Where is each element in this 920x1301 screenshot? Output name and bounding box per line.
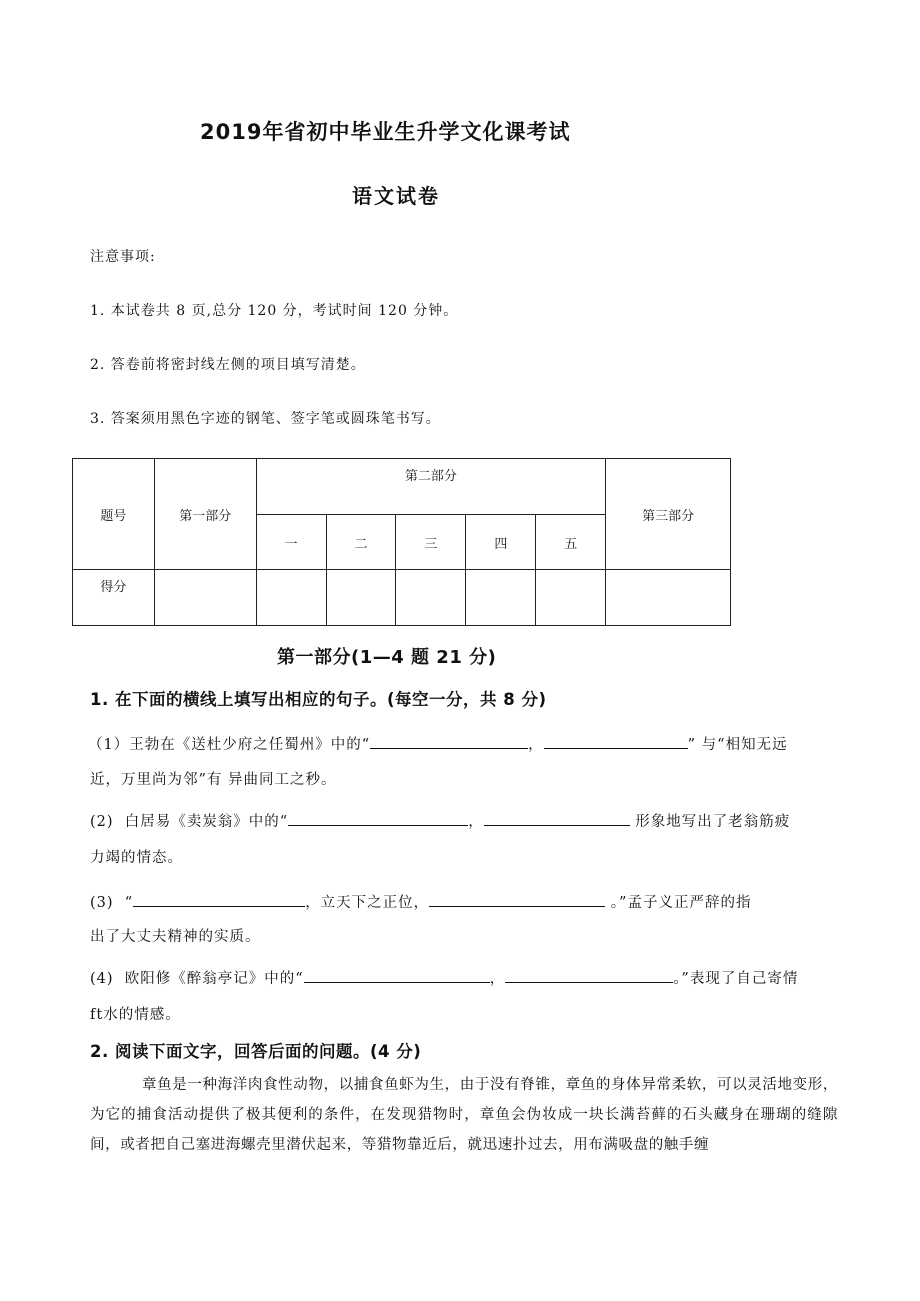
q1-item-2 <box>90 810 790 831</box>
q1-item-4-blank-b[interactable] <box>505 967 673 983</box>
q1-item-3-blank-a[interactable] <box>133 891 305 907</box>
q1-item-1-blank-a[interactable] <box>370 733 528 749</box>
q1-item-3-post: 。”孟子义正严辞的指 <box>605 895 752 911</box>
q1-item-4-line2: ft水的情感。 <box>90 1007 181 1023</box>
q1-item-4-post: 。”表现了自己寄情 <box>673 971 799 987</box>
section1-heading: 第一部分(1—4 题 21 分) <box>277 647 497 668</box>
part1-header: 第一部分 <box>154 459 256 570</box>
q1-item-2-blank-b[interactable] <box>484 810 630 826</box>
exam-title: 2019年省初中毕业生升学文化课考试 <box>200 120 571 144</box>
q2-passage: 章鱼是一种海洋肉食性动物，以捕食鱼虾为生，由于没有脊锥，章鱼的身体异常柔软，可以灵活地变形，为它的捕食活动提供了极其便利的条件，在发现猎物时，章鱼会伪妆成一块长满苔藓的石头藏身在珊瑚的缝隙间，或者把自己塞进海螺壳里潜伏起来，等猎物靠近后，就迅速扑过去，用布满吸盘的触手缠 <box>90 1077 838 1153</box>
score-cell-part3[interactable] <box>606 570 731 626</box>
q1-item-2-mid: ， <box>468 814 484 830</box>
q1-item-1-post: ” 与“相知无远 <box>687 737 788 753</box>
score-cell-2[interactable] <box>326 570 396 626</box>
q1-item-1-mid: ， <box>528 737 544 753</box>
question-number-header: 题号 <box>73 459 155 570</box>
score-cell-1[interactable] <box>256 570 326 626</box>
q1-item-3-line2: 出了大丈夫精神的实质。 <box>90 929 261 945</box>
q1-item-3-num: (3) <box>90 895 114 911</box>
part2-header: 第二部分 <box>256 459 605 515</box>
note-item-3: 3. 答案须用黑色字迹的钢笔、签字笔或圆珠笔书写。 <box>90 411 441 427</box>
part2-col-4: 四 <box>466 515 536 570</box>
q1-item-2-line2: 力竭的情态。 <box>90 850 183 866</box>
q1-item-1-line2: 近，万里尚为邻”有 异曲同工之秒。 <box>90 772 337 788</box>
q1-item-3-blank-b[interactable] <box>429 891 605 907</box>
note-item-2: 2. 答卷前将密封线左侧的项目填写清楚。 <box>90 357 366 373</box>
part2-col-2: 二 <box>326 515 396 570</box>
q1-item-2-blank-a[interactable] <box>288 810 468 826</box>
q1-item-4 <box>90 967 798 988</box>
q1-item-4-mid: ， <box>489 971 506 987</box>
q1-item-1 <box>88 733 788 754</box>
score-cell-4[interactable] <box>466 570 536 626</box>
q1-item-3-mid: ，立天下之正位， <box>305 895 430 911</box>
note-item-1: 1. 本试卷共 8 页,总分 120 分，考试时间 120 分钟。 <box>90 303 459 319</box>
q1-item-4-num: (4) <box>90 971 114 987</box>
score-cell-5[interactable] <box>536 570 606 626</box>
part3-header: 第三部分 <box>606 459 731 570</box>
q1-item-1-num: （1） <box>88 737 130 753</box>
q1-item-2-post: 形象地写出了老翁筋疲 <box>629 814 791 830</box>
q1-item-1-pre: 王勃在《送杜少府之任蜀州》中的“ <box>129 737 371 753</box>
notes-heading: 注意事项: <box>90 249 156 265</box>
part2-col-1: 一 <box>256 515 326 570</box>
score-table <box>72 458 731 626</box>
q1-item-1-blank-b[interactable] <box>544 733 688 749</box>
part2-col-5: 五 <box>536 515 606 570</box>
q1-title: 1. 在下面的横线上填写出相应的句子。(每空一分，共 8 分) <box>90 690 547 709</box>
q1-item-2-pre: 白居易《卖炭翁》中的“ <box>113 814 289 830</box>
q1-item-3-pre: “ <box>113 895 134 911</box>
part2-col-3: 三 <box>396 515 466 570</box>
score-row-label: 得分 <box>73 570 155 626</box>
q1-item-4-pre: 欧阳修《醉翁亭记》中的“ <box>113 971 304 987</box>
score-cell-3[interactable] <box>396 570 466 626</box>
q1-item-3 <box>90 891 751 912</box>
q2-title: 2. 阅读下面文字，回答后面的问题。(4 分) <box>90 1042 422 1061</box>
q1-item-4-blank-a[interactable] <box>304 967 490 983</box>
score-cell-part1[interactable] <box>154 570 256 626</box>
q1-item-2-num: (2) <box>90 814 114 830</box>
exam-subtitle: 语文试卷 <box>352 184 440 208</box>
